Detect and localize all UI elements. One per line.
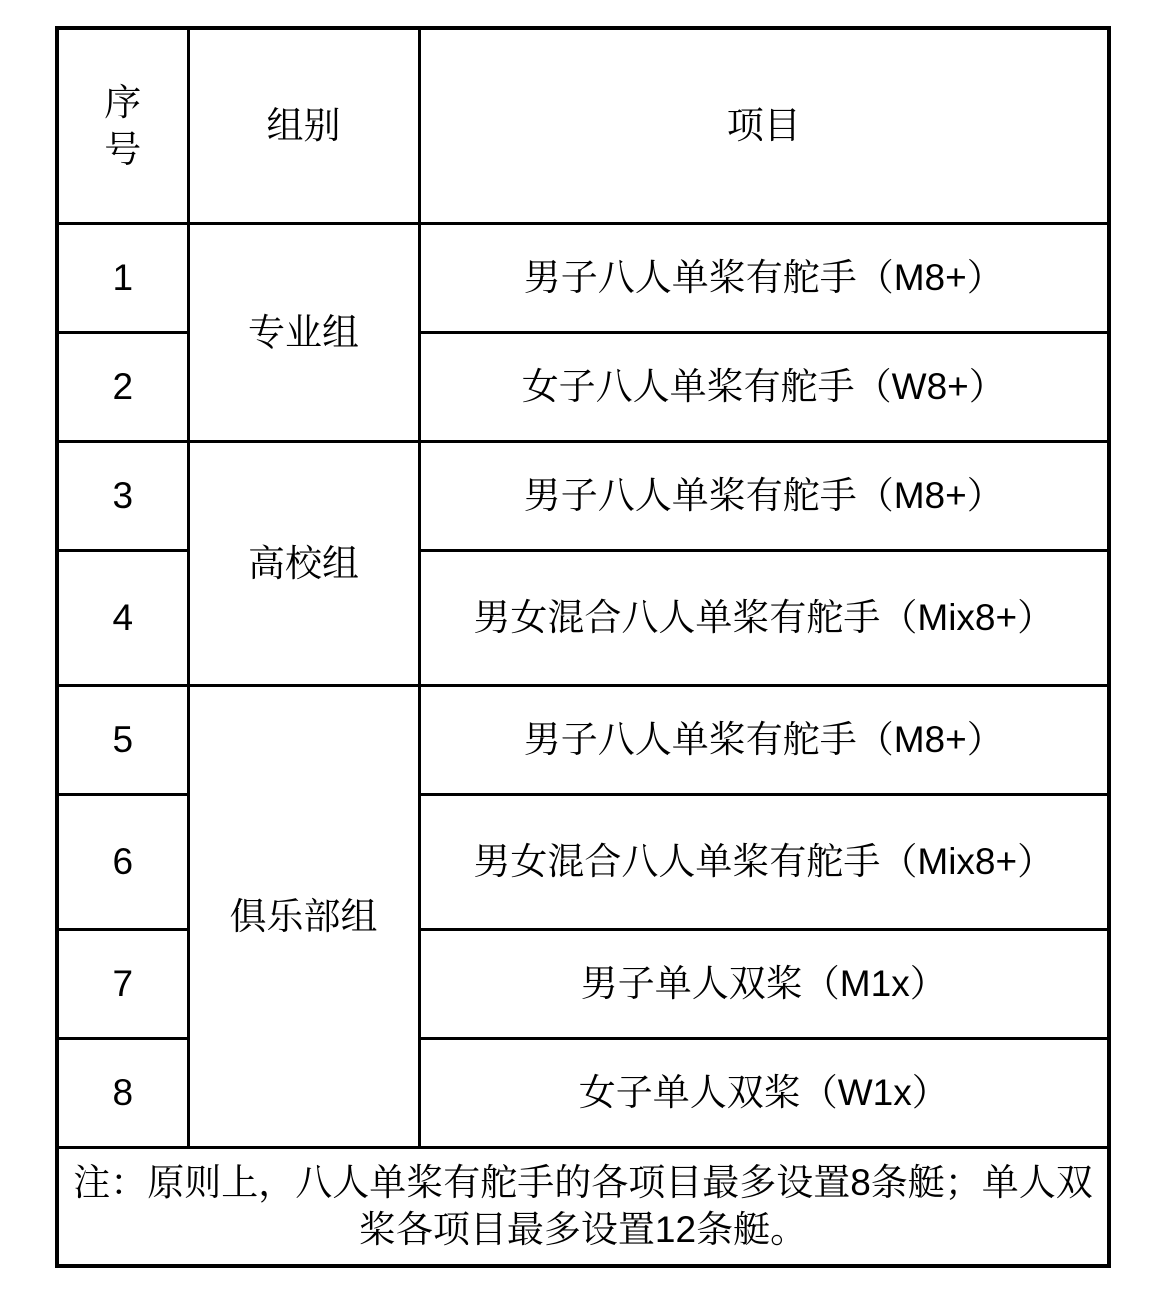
cell-event: 男子八人单桨有舵手（M8+） <box>419 224 1109 333</box>
table-note-text: 注：原则上，八人单桨有舵手的各项目最多设置8条艇；单人双桨各项目最多设置12条艇。 <box>73 1162 1093 1251</box>
cell-event: 女子八人单桨有舵手（W8+） <box>419 333 1109 442</box>
cell-group: 专业组 <box>188 224 419 442</box>
cell-no: 2 <box>57 333 188 442</box>
cell-event: 女子单人双桨（W1x） <box>419 1039 1109 1148</box>
cell-no: 8 <box>57 1039 188 1148</box>
cell-no: 1 <box>57 224 188 333</box>
column-header-no-line2: 号 <box>104 129 142 170</box>
cell-no: 3 <box>57 442 188 551</box>
cell-event: 男子八人单桨有舵手（M8+） <box>419 442 1109 551</box>
cell-group: 高校组 <box>188 442 419 686</box>
cell-no: 7 <box>57 930 188 1039</box>
column-header-no <box>57 28 188 224</box>
cell-no: 6 <box>57 795 188 930</box>
cell-no: 4 <box>57 551 188 686</box>
table-header-row <box>57 28 1109 224</box>
table-note <box>57 1148 1109 1266</box>
cell-event: 男子八人单桨有舵手（M8+） <box>419 686 1109 795</box>
cell-event: 男子单人双桨（M1x） <box>419 930 1109 1039</box>
cell-event: 男女混合八人单桨有舵手（Mix8+） <box>419 795 1109 930</box>
cell-no: 5 <box>57 686 188 795</box>
table-row <box>57 224 1109 333</box>
cell-group: 俱乐部组 <box>188 686 419 1148</box>
column-header-group: 组别 <box>188 28 419 224</box>
table-row <box>57 686 1109 795</box>
table-note-row <box>57 1148 1109 1266</box>
column-header-no-line1: 序 <box>104 81 142 123</box>
events-table <box>55 26 1111 1268</box>
column-header-event: 项目 <box>419 28 1109 224</box>
cell-event: 男女混合八人单桨有舵手（Mix8+） <box>419 551 1109 686</box>
table-row <box>57 442 1109 551</box>
